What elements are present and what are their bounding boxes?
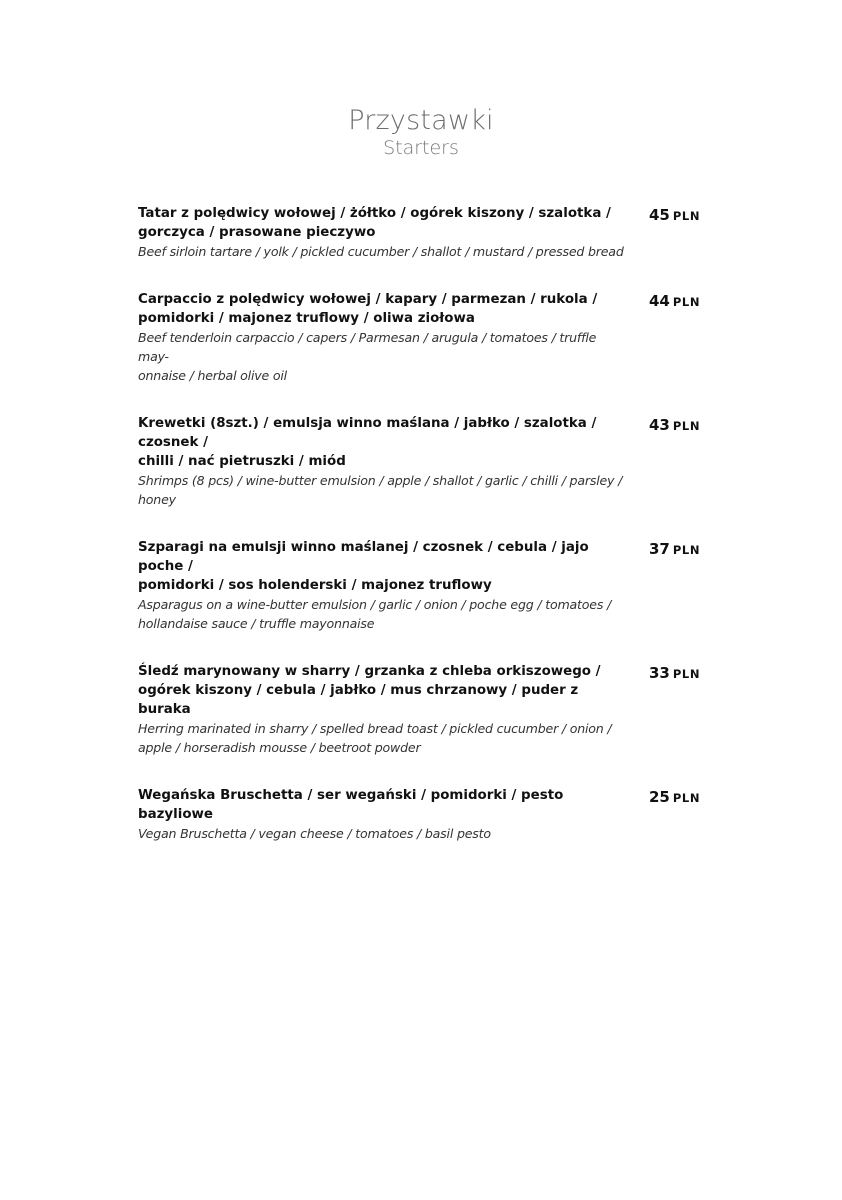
dish-name-pl-line: Wegańska Bruschetta / ser wegański / pomidorki / pesto bazyliowe: [138, 788, 564, 822]
dish-name-pl-line: Tatar z polędwicy wołowej / żółtko / ogórek kiszony / szalotka /: [138, 206, 611, 221]
menu-item: [138, 414, 708, 509]
dish-name-pl: [138, 414, 630, 471]
menu-header: [0, 104, 842, 159]
price-currency: PLN: [672, 295, 701, 309]
price-value: 33: [649, 664, 670, 682]
menu-item-description: [138, 538, 630, 633]
dish-name-en: [138, 471, 630, 509]
dish-name-pl: [138, 204, 630, 242]
dish-price: [649, 538, 700, 561]
menu-item: [138, 204, 708, 261]
price-currency: PLN: [672, 419, 701, 433]
menu-item: [138, 290, 708, 385]
dish-name-en-line: Herring marinated in sharry / spelled bread toast / pickled cucumber / onion /: [138, 721, 612, 736]
dish-name-pl: [138, 786, 630, 824]
dish-name-pl-line: Carpaccio z polędwicy wołowej / kapary / parmezan / rukola /: [138, 292, 598, 307]
section-title: Przystawki: [348, 105, 494, 136]
dish-name-pl-line: ogórek kiszony / cebula / jabłko / mus chrzanowy / puder z buraka: [138, 683, 579, 717]
menu-item-description: [138, 290, 630, 385]
price-value: 44: [649, 292, 670, 310]
price-currency: PLN: [672, 667, 701, 681]
section-subtitle: Starters: [383, 137, 459, 159]
dish-name-en-line: apple / horseradish mousse / beetroot powder: [138, 740, 421, 755]
menu-list: [138, 204, 708, 872]
dish-name-en-line: hollandaise sauce / truffle mayonnaise: [138, 616, 375, 631]
dish-name-pl-line: Krewetki (8szt.) / emulsja winno maślana / jabłko / szalotka / czosnek /: [138, 416, 597, 450]
dish-name-pl-line: Szparagi na emulsji winno maślanej / czosnek / cebula / jajo poche /: [138, 540, 589, 574]
menu-item: [138, 538, 708, 633]
dish-price: [649, 662, 700, 685]
dish-price: [649, 290, 700, 313]
menu-item-description: [138, 662, 630, 757]
dish-price: [649, 786, 700, 809]
dish-name-pl: [138, 538, 630, 595]
dish-name-pl: [138, 290, 630, 328]
dish-name-pl-line: gorczyca / prasowane pieczywo: [138, 225, 376, 240]
dish-price: [649, 414, 700, 437]
menu-item: [138, 786, 708, 843]
dish-name-en: [138, 328, 630, 385]
dish-name-pl-line: pomidorki / majonez truflowy / oliwa ziołowa: [138, 311, 475, 326]
dish-name-en-line: onnaise / herbal olive oil: [138, 368, 287, 383]
dish-name-en-line: Asparagus on a wine-butter emulsion / garlic / onion / poche egg / tomatoes /: [138, 597, 612, 612]
price-currency: PLN: [672, 543, 701, 557]
dish-name-en-line: Vegan Bruschetta / vegan cheese / tomatoes / basil pesto: [138, 826, 491, 841]
menu-item: [138, 662, 708, 757]
dish-name-en-line: Beef tenderloin carpaccio / capers / Parmesan / arugula / tomatoes / truffle may-: [138, 330, 597, 364]
dish-name-pl-line: chilli / nać pietruszki / miód: [138, 454, 346, 469]
dish-name-pl-line: pomidorki / sos holenderski / majonez truflowy: [138, 578, 492, 593]
price-value: 45: [649, 206, 670, 224]
dish-name-en-line: honey: [138, 492, 176, 507]
price-value: 43: [649, 416, 670, 434]
menu-item-description: [138, 204, 630, 261]
dish-name-en-line: Beef sirloin tartare / yolk / pickled cucumber / shallot / mustard / pressed bread: [138, 244, 624, 259]
dish-price: [649, 204, 700, 227]
dish-name-en: [138, 595, 630, 633]
dish-name-pl: [138, 662, 630, 719]
dish-name-en: [138, 824, 630, 843]
price-currency: PLN: [672, 209, 701, 223]
price-currency: PLN: [672, 791, 701, 805]
dish-name-pl-line: Śledź marynowany w sharry / grzanka z chleba orkiszowego /: [138, 664, 601, 679]
dish-name-en: [138, 242, 630, 261]
price-value: 37: [649, 540, 670, 558]
menu-item-description: [138, 786, 630, 843]
price-value: 25: [649, 788, 670, 806]
dish-name-en: [138, 719, 630, 757]
menu-item-description: [138, 414, 630, 509]
dish-name-en-line: Shrimps (8 pcs) / wine-butter emulsion / apple / shallot / garlic / chilli / parsley /: [138, 473, 623, 488]
